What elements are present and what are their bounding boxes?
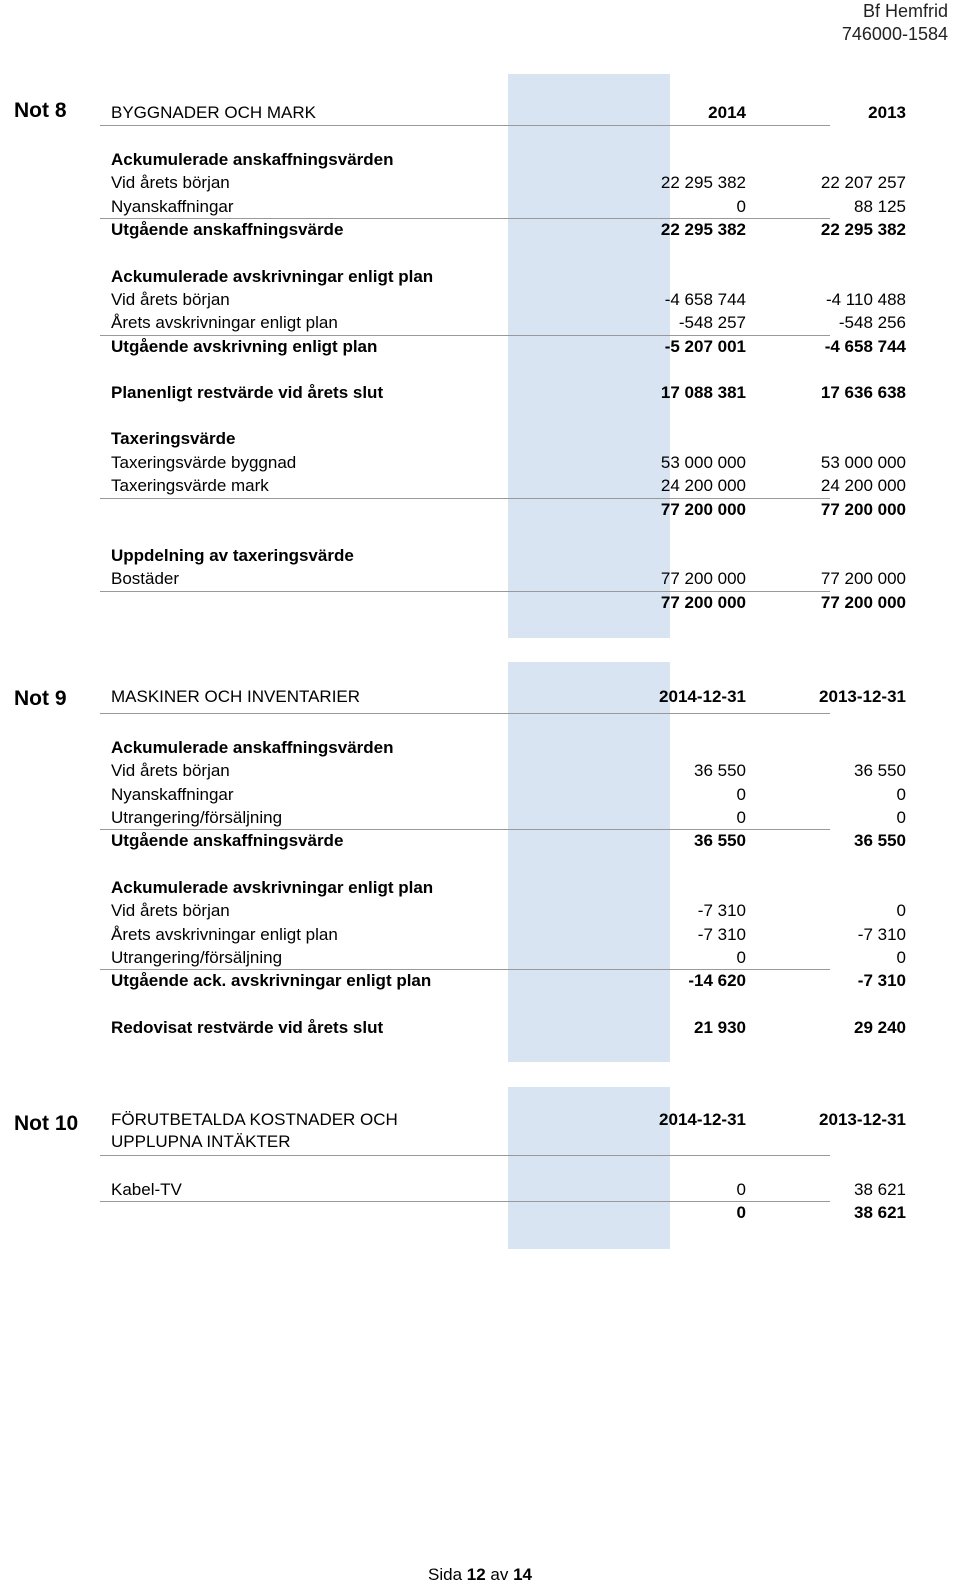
row-label: Utgående anskaffningsvärde <box>111 831 344 850</box>
value-current: 22 295 382 <box>660 220 746 239</box>
table-row <box>111 923 906 947</box>
row-label: Utgående ack. avskrivningar enligt plan <box>111 971 432 990</box>
row-label: Årets avskrivningar enligt plan <box>111 313 338 332</box>
value-previous: 0 <box>896 901 906 920</box>
divider <box>100 1155 830 1156</box>
value-current: -14 620 <box>688 971 746 990</box>
value-previous: 22 207 257 <box>820 173 906 192</box>
row-label: Vid årets början <box>111 901 230 920</box>
table-row <box>111 567 906 591</box>
table-row <box>111 311 906 335</box>
value-current: 36 550 <box>694 831 746 850</box>
company-name: Bf Hemfrid <box>862 1 948 21</box>
table-row <box>111 946 906 970</box>
value-previous: -4 658 744 <box>824 337 906 356</box>
row-label: Kabel-TV <box>111 1180 182 1199</box>
row-label: Uppdelning av taxeringsvärde <box>111 546 354 565</box>
value-previous: 77 200 000 <box>820 569 906 588</box>
table-row <box>111 381 906 405</box>
table-row <box>111 218 906 242</box>
value-current: 0 <box>736 1180 746 1199</box>
row-label: Utrangering/försäljning <box>111 948 283 967</box>
value-current: -5 207 001 <box>664 337 746 356</box>
note-label: Not 9 <box>14 687 67 710</box>
page-number <box>0 1564 960 1586</box>
value-previous: 38 621 <box>854 1180 906 1199</box>
row-label: Vid årets början <box>111 761 230 780</box>
note-header-row <box>111 686 906 710</box>
value-previous: 36 550 <box>854 831 906 850</box>
column-header: 2014 <box>708 103 746 122</box>
table-row <box>111 544 811 568</box>
table-row <box>111 899 906 923</box>
table-row <box>111 829 906 853</box>
table-row <box>111 171 906 195</box>
value-previous: 17 636 638 <box>820 383 906 402</box>
value-current: -548 257 <box>678 313 746 332</box>
value-current: 0 <box>736 1203 746 1222</box>
note-header-row <box>111 102 906 126</box>
note-title: MASKINER OCH INVENTARIER <box>111 687 361 706</box>
row-label: Ackumulerade avskrivningar enligt plan <box>111 267 434 286</box>
value-current: 0 <box>736 197 746 216</box>
page-prefix: Sida <box>428 1565 467 1584</box>
value-previous: 88 125 <box>854 197 906 216</box>
value-current: 0 <box>736 808 746 827</box>
org-number: 746000-1584 <box>841 24 948 44</box>
value-previous: 36 550 <box>854 761 906 780</box>
row-label: Taxeringsvärde mark <box>111 476 269 495</box>
value-current: 22 295 382 <box>660 173 746 192</box>
table-row <box>111 591 906 615</box>
table-row <box>111 195 906 219</box>
value-previous: -4 110 488 <box>825 290 906 309</box>
table-row <box>111 335 906 359</box>
value-previous: 0 <box>896 808 906 827</box>
value-current: 0 <box>736 785 746 804</box>
value-previous: 22 295 382 <box>820 220 906 239</box>
note-title: UPPLUPNA INTÄKTER <box>111 1132 291 1151</box>
table-row <box>111 451 906 475</box>
document-header <box>842 0 948 46</box>
value-current: 53 000 000 <box>660 453 746 472</box>
table-row <box>111 498 906 522</box>
table-row <box>111 806 906 830</box>
current-year-band <box>508 662 670 1062</box>
value-previous: 77 200 000 <box>820 593 906 612</box>
value-current: 77 200 000 <box>660 593 746 612</box>
value-previous: 0 <box>896 948 906 967</box>
table-row <box>111 427 811 451</box>
value-previous: 38 621 <box>854 1203 906 1222</box>
table-row <box>111 265 811 289</box>
row-label: Utrangering/försäljning <box>111 808 283 827</box>
page-middle: av <box>485 1565 514 1584</box>
table-row <box>111 288 906 312</box>
row-label: Ackumulerade anskaffningsvärden <box>111 738 394 757</box>
value-previous: 53 000 000 <box>820 453 906 472</box>
column-header: 2013-12-31 <box>819 687 906 706</box>
note-title: FÖRUTBETALDA KOSTNADER OCH <box>111 1110 398 1129</box>
value-previous: 29 240 <box>854 1018 906 1037</box>
value-previous: -7 310 <box>857 971 906 990</box>
row-label: Nyanskaffningar <box>111 197 234 216</box>
value-previous: 77 200 000 <box>820 500 906 519</box>
value-current: -7 310 <box>697 901 746 920</box>
row-label: Planenligt restvärde vid årets slut <box>111 383 384 402</box>
divider <box>100 713 830 714</box>
note-label: Not 8 <box>14 99 67 122</box>
value-previous: -7 310 <box>857 925 906 944</box>
value-current: 0 <box>736 948 746 967</box>
row-label: Nyanskaffningar <box>111 785 234 804</box>
value-current: 77 200 000 <box>660 569 746 588</box>
table-row <box>111 783 906 807</box>
table-row <box>111 876 811 900</box>
table-row <box>111 736 811 760</box>
value-current: -7 310 <box>697 925 746 944</box>
value-previous: -548 256 <box>838 313 906 332</box>
table-row <box>111 1016 906 1040</box>
value-current: 36 550 <box>694 761 746 780</box>
row-label: Årets avskrivningar enligt plan <box>111 925 338 944</box>
note-title: BYGGNADER OCH MARK <box>111 103 316 122</box>
note-header-row <box>111 1131 811 1155</box>
value-previous: 24 200 000 <box>820 476 906 495</box>
divider <box>100 125 830 126</box>
row-label: Vid årets början <box>111 290 230 309</box>
row-label: Taxeringsvärde byggnad <box>111 453 297 472</box>
row-label: Ackumulerade anskaffningsvärden <box>111 150 394 169</box>
table-row <box>111 1201 906 1225</box>
value-current: -4 658 744 <box>664 290 746 309</box>
total-pages: 14 <box>513 1565 532 1584</box>
row-label: Bostäder <box>111 569 180 588</box>
table-row <box>111 969 906 993</box>
column-header: 2013 <box>868 103 906 122</box>
row-label: Vid årets början <box>111 173 230 192</box>
note-label: Not 10 <box>14 1112 79 1135</box>
value-current: 24 200 000 <box>660 476 746 495</box>
column-header: 2014-12-31 <box>659 687 746 706</box>
row-label: Utgående avskrivning enligt plan <box>111 337 378 356</box>
column-header: 2014-12-31 <box>659 1110 746 1129</box>
value-previous: 0 <box>896 785 906 804</box>
value-current: 17 088 381 <box>660 383 746 402</box>
table-row <box>111 1178 906 1202</box>
table-row <box>111 759 906 783</box>
row-label: Redovisat restvärde vid årets slut <box>111 1018 384 1037</box>
note-header-row <box>111 1109 906 1133</box>
table-row <box>111 148 811 172</box>
row-label: Utgående anskaffningsvärde <box>111 220 344 239</box>
table-row <box>111 474 906 498</box>
value-current: 77 200 000 <box>660 500 746 519</box>
current-page: 12 <box>466 1565 486 1584</box>
column-header: 2013-12-31 <box>819 1110 906 1129</box>
value-current: 21 930 <box>694 1018 746 1037</box>
row-label: Taxeringsvärde <box>111 429 236 448</box>
row-label: Ackumulerade avskrivningar enligt plan <box>111 878 434 897</box>
